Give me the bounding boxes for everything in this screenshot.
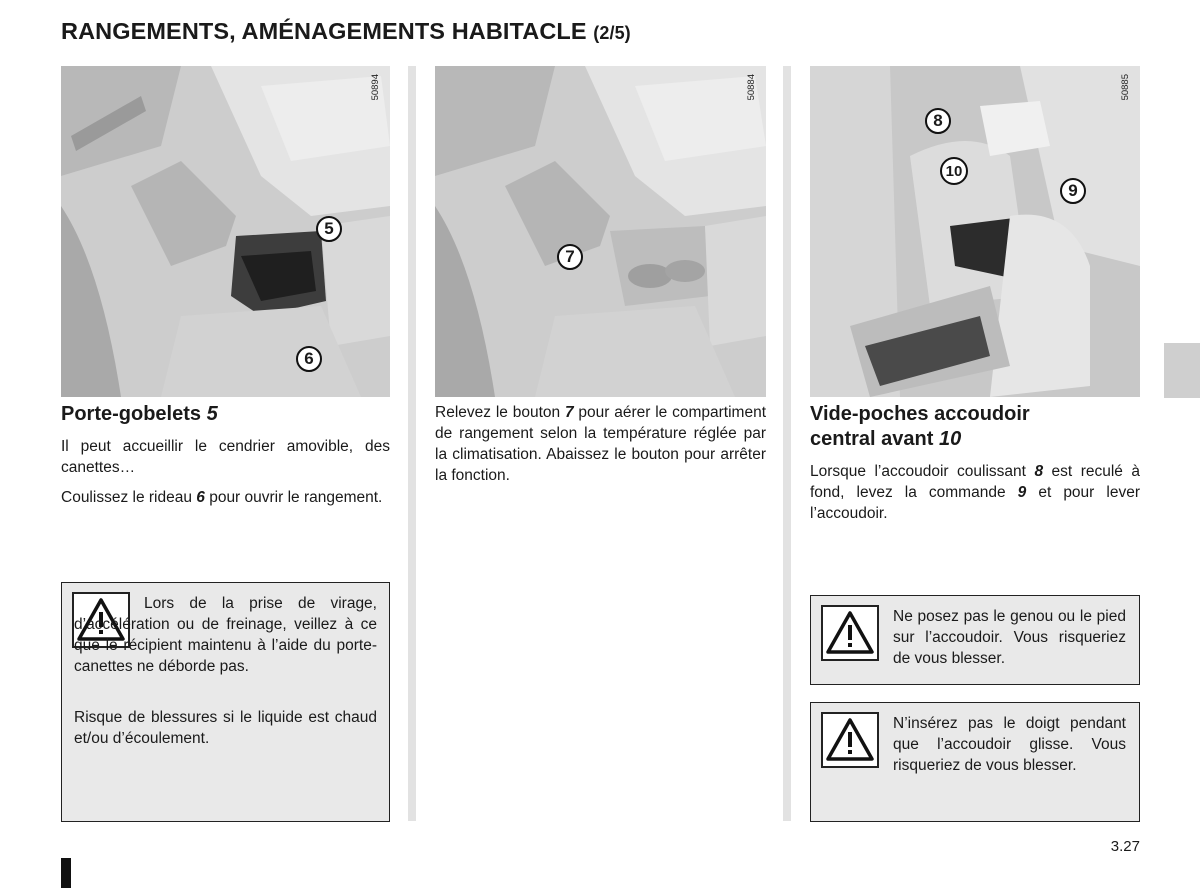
armrest-instruction: Lorsque l’accoudoir coulissant 8 est reculé à fond, levez la commande 9 et pour lever l’accoudoir. [810, 463, 1141, 522]
callout-8: 8 [925, 108, 951, 134]
crop-mark [61, 858, 71, 888]
callout-10: 10 [940, 157, 968, 185]
storage-illustration [435, 66, 766, 397]
column-divider [408, 66, 416, 821]
armrest-photo [810, 66, 1140, 397]
callout-6: 6 [296, 346, 322, 372]
page-title: RANGEMENTS, AMÉNAGEMENTS HABITACLE (2/5) [61, 18, 631, 44]
chapter-tab [1164, 343, 1200, 398]
section-heading-armrest: Vide-poches accoudoir central avant 10 [810, 403, 1030, 450]
column-divider [783, 66, 791, 821]
cupholder-instruction: Coulissez le rideau 6 pour ouvrir le rangement. [61, 489, 383, 506]
photo-ref-number: 50894 [370, 74, 381, 101]
warning-box-finger [810, 702, 1140, 822]
callout-7: 7 [557, 244, 583, 270]
armrest-illustration [810, 66, 1140, 397]
storage-instruction: Relevez le bouton 7 pour aérer le compartiment de rangement selon la température réglée par la climatisation. Abaissez le bouton pour arrêter la fonction. [435, 404, 767, 484]
section-heading-cupholders: Porte-gobelets 5 [61, 403, 218, 425]
warning-text-knee: Ne posez pas le genou ou le pied sur l’accoudoir. Vous risqueriez de vous blesser. [893, 608, 1126, 667]
cupholder-description: Il peut accueillir le cendrier amovible, des canettes… [61, 438, 390, 476]
warning-text-spill: Lors de la prise de virage, d’accélération ou de freinage, veillez à ce que le récipient maintenu à l’aide du porte-canettes ne déborde pas. [74, 595, 377, 675]
warning-text-burn: Risque de blessures si le liquide est chaud et/ou d’écoulement. [74, 709, 377, 747]
photo-ref-number: 50884 [746, 74, 757, 101]
storage-photo [435, 66, 766, 397]
warning-triangle-icon [821, 605, 879, 661]
photo-ref-number: 50885 [1120, 74, 1131, 101]
warning-box-knee [810, 595, 1140, 685]
callout-5: 5 [316, 216, 342, 242]
warning-triangle-icon [821, 712, 879, 768]
warning-box-cupholder [61, 582, 390, 822]
warning-text-finger: N’insérez pas le doigt pendant que l’accoudoir glisse. Vous risqueriez de vous blesser. [893, 715, 1126, 774]
page-number: 3.27 [1110, 838, 1140, 855]
callout-9: 9 [1060, 178, 1086, 204]
